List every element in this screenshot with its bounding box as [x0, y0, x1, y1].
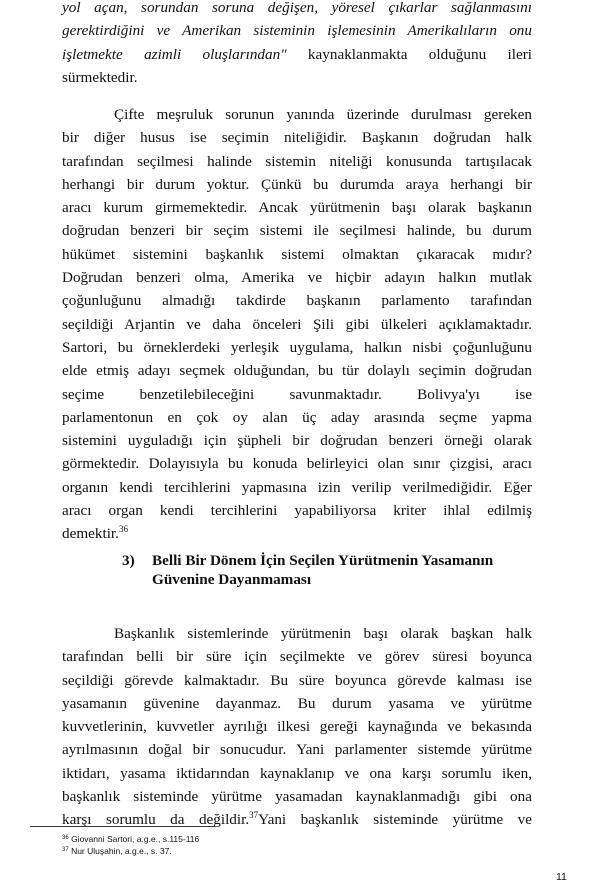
text-line: parlamentonun en çok oy alan üç aday arasında seçme yapma [62, 408, 532, 426]
text-line: yol açan, sorundan soruna değişen, yöresel çıkarlar sağlanmasını [62, 0, 532, 16]
text-line: seçime benzetilebileceğini savunmaktadır. Bolivya'yı ise [62, 385, 532, 403]
text-line: yasamanın güvenine dayanmaz. Bu durum yasama ve yürütme [62, 694, 532, 712]
text-line: aracı organ kendi tercihlerini yapabiliyorsa kriter ihlal edilmiş [62, 502, 532, 520]
footnotes [62, 834, 199, 857]
text-line: tarafından seçilmesi halinde sistemin niteliği konusunda tartışılacak [62, 152, 532, 170]
text-span: demektir. [62, 525, 119, 543]
footnote-separator [30, 826, 215, 827]
text-line: elde etmiş adayı seçmek olduğundan, bu tür dolaylı seçimin doğrudan [62, 362, 532, 380]
text-line: tarafından belli bir süre için seçilmekte ve görev süresi boyunca [62, 648, 532, 666]
text-line: seçildiği Arjantin ve daha önceleri Şili gibi ülkeleri açıklamaktadır. [62, 315, 532, 333]
footnote-number: 37 [62, 846, 69, 853]
text-line: çoğunluğunu almadığı takdirde başkanın parlamento tarafından [62, 292, 532, 310]
text-line: hükümet sistemini başkanlık sistemi olmaktan çıkaracak mıdır? [62, 245, 532, 263]
text-line: kuvvetlerinin, kuvvetler ayrılığı ilkesi gereği kaynağında ve bekasında [62, 718, 532, 736]
text-line [62, 43, 532, 66]
footnote-number: 36 [62, 835, 69, 841]
text-line: aracı kurum girmemektedir. Ancak yürütmenin başı olarak başkanın [62, 199, 532, 217]
text-line: Başkanlık sistemlerinde yürütmenin başı olarak başkan halk [114, 625, 532, 642]
text-line: seçildiği görevde kalmaktadır. Bu süre boyunca görevde kalması ise [62, 671, 532, 689]
heading-line-2: Güvenine Dayanmaması [152, 571, 312, 588]
heading-number: 3) [122, 552, 135, 569]
italic-quote-end: işletmekte azimli oluşlarından" [62, 45, 287, 63]
paragraph-quote-continuation [62, 0, 532, 89]
paragraph-executive-term [62, 622, 532, 832]
text-line [62, 522, 532, 545]
text-line: iktidarı, yasama iktidarından kaynaklanıp ve ona karşı sorumlu iken, [62, 764, 532, 782]
text-line: ayrılmasının doğal bir sonucudur. Yani parlamenter sistemde yürütme [62, 741, 532, 759]
footnote-37 [62, 846, 199, 858]
page-number: 11 [556, 871, 567, 883]
text-line: doğrudan benzeri bir seçim sistemi ile seçilmesi halinde, bu durum [62, 222, 532, 240]
text-line: Doğrudan benzeri olma, Amerika ve hiçbir adayın halkın mutlak [62, 269, 532, 287]
text-span: karşı sorumlu da değildir. [62, 811, 250, 829]
text-line: bir diğer husus ise seçimin niteliğidir. Başkanın doğrudan halk [62, 129, 532, 147]
footnote-ref-36[interactable]: 36 [118, 524, 128, 535]
paragraph-election-quality [62, 103, 532, 546]
text-line [62, 808, 532, 831]
footnote-ref-37[interactable]: 37 [249, 810, 259, 821]
text-span: kaynaklanmakta olduğunu ileri [286, 45, 532, 63]
text-line: başkanlık sisteminde yürütme yasamadan kaynaklanmadığı gibi ona [62, 788, 532, 806]
footnote-text: Giovanni Sartori, a.g.e., s.115-116 [71, 834, 200, 844]
text-line: görmektedir. Dolayısıyla bu konuda belirleyici olan sınır çizgisi, aracı [62, 455, 532, 473]
text-line: Çifte meşruluk sorunun yanında üzerinde durulması gereken [114, 106, 532, 123]
text-line: gerektirdiğini ve Amerikan sisteminin işlemesinin Amerikalıların onu [62, 22, 532, 40]
heading-line-1: Belli Bir Dönem İçin Seçilen Yürütmenin Yasamanın [152, 552, 494, 569]
text-line: Sartori, bu örneklerdeki yerleşik uygulama, halkın nisbi çoğunluğunu [62, 338, 532, 356]
text-line: sistemini uyguladığı için şüpheli bir doğrudan benzeri örneği olarak [62, 432, 532, 450]
text-line: sürmektedir. [62, 68, 138, 86]
footnote-36 [62, 834, 199, 846]
text-span: Yani başkanlık sisteminde yürütme ve [258, 811, 532, 829]
section-heading [122, 551, 534, 589]
footnote-text: Nur Uluşahin, a.g.e., s. 37. [71, 845, 172, 856]
text-line: organın kendi tercihlerini yapmasına izin verilip verilmediğidir. Eğer [62, 478, 532, 496]
text-line: herhangi bir durum yoktur. Çünkü bu durumda araya herhangi bir [62, 175, 532, 193]
